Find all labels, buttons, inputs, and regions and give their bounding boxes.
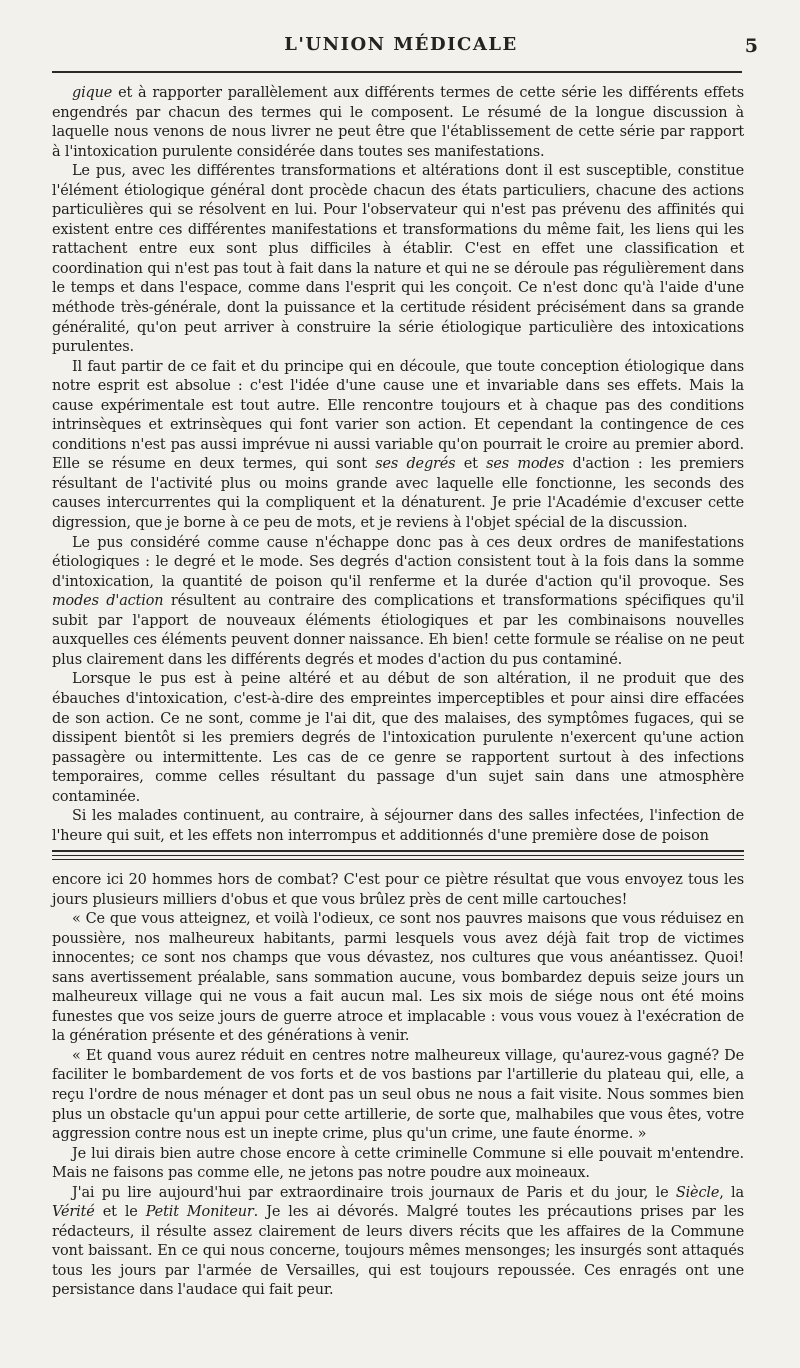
feuilleton-paragraph xyxy=(52,871,744,910)
italic-text: ses degrés xyxy=(375,456,456,473)
paragraph-text: « Ce que vous atteignez, et voilà l'odieux, ce sont nos pauvres maisons que vous réduisez en poussière, nos malheureux habitants, parmi lesquels vous avez déjà fait trop de victimes innocentes; ce sont nos champs que vous dévastez, nos cultures que vous anéantissez. Quoi! sans avertissement préalable, sans sommation aucune, vous bombardez depuis seize jours un malheureux village qui ne vous a fait aucun mal. Les six mois de siége nous ont été moins funestes que vos seize jours de guerre atroce et implacable : vous vous vouez à l'exécration de la génération présente et des générations à venir. xyxy=(52,911,744,1045)
paragraph-text: et à rapporter parallèlement aux différents termes de cette série les différents effets engendrés par chacun des termes qui le composent. Le résumé de la longue discussion à laquelle nous venons de nous livrer ne peut être que l'établissement de cette série par rapport à l'intoxication purulente considérée dans toutes ses manifestations. xyxy=(52,85,744,160)
italic-text: modes d'action xyxy=(52,593,164,610)
page-number: 5 xyxy=(744,35,758,57)
paragraph-text: « Et quand vous aurez réduit en centres notre malheureux village, qu'aurez-vous gagné? De faciliter le bombardement de vos forts et de vos bastions par l'artillerie du plateau qui, elle, a reçu l'ordre de nous ménager et dont pas un seul obus ne nous a fait visite. Nous sommes bien plus un obstacle qu'un appui pour cette artillerie, de sorte que, malhabiles que vous êtes, votre aggression contre nous est un inepte crime, plus qu'un crime, une faute énorme. » xyxy=(52,1047,744,1143)
feuilleton-paragraph xyxy=(52,1184,744,1301)
feuilleton-paragraph xyxy=(52,1047,744,1145)
paragraph-text: Le pus, avec les différentes transformations et altérations dont il est susceptible, constitue l'élément étiologique général dont procède chacun des états particuliers, chacune des actions particulières qui se résolvent en lui. Pour l'observateur qui n'est pas prévenu des affinités qui existent entre ces différentes manifestations et transformations du même fait, les liens qui les rattachent entre eux sont plus difficiles à établir. C'est en effet une classification et coordination qui n'est pas tout à fait dans la nature et qui ne se déroule pas régulièrement dans le temps et dans l'espace, comme dans l'esprit qui les conçoit. Ce n'est donc qu'à l'aide d'une méthode très-générale, dont la puissance et la certitude résident précisément dans sa grande généralité, qu'on peut arriver à construire la série étiologique particulière des intoxications purulentes. xyxy=(52,163,744,356)
article-paragraph xyxy=(52,670,744,807)
feuilleton-paragraph xyxy=(52,910,744,1047)
page-header xyxy=(56,34,758,64)
journal-title: L'UNION MÉDICALE xyxy=(284,34,518,55)
paragraph-text: Lorsque le pus est à peine altéré et au début de son altération, il ne produit que des ébauches d'intoxication, c'est-à-dire des empreintes imperceptibles et pour ainsi dire effacées de son action. Ce ne sont, comme je l'ai dit, que des malaises, des symptômes fugaces, qui se dissipent bientôt si les premiers degrés de l'intoxication purulente n'exercent qu'une action passagère ou intermittente. Les cas de ce genre se rapportent surtout à des infections temporaires, comme celles résultant du passage d'un sujet sain dans une atmosphère contaminée. xyxy=(52,671,744,805)
italic-text: Siècle xyxy=(675,1184,720,1201)
feuilleton-divider-thin xyxy=(52,855,744,856)
article-paragraph xyxy=(52,162,744,357)
feuilleton-divider-thick xyxy=(52,850,744,852)
paragraph-text: J'ai pu lire aujourd'hui par extraordinaire trois journaux de Paris et du jour, le xyxy=(72,1184,676,1201)
italic-text: Vérité xyxy=(52,1204,95,1221)
feuilleton-divider-thin-2 xyxy=(52,859,744,860)
feuilleton-body xyxy=(52,871,744,1301)
italic-text: ses modes xyxy=(486,456,565,473)
paragraph-text: encore ici 20 hommes hors de combat? C'est pour ce piètre résultat que vous envoyez tous les jours plusieurs milliers d'obus et que vous brûlez près de cent mille cartouches! xyxy=(52,872,744,908)
article-paragraph xyxy=(52,84,744,162)
article-paragraph xyxy=(52,358,744,534)
paragraph-text: Je lui dirais bien autre chose encore à cette criminelle Commune si elle pouvait m'entendre. Mais ne faisons pas comme elle, ne jetons pas notre poudre aux moineaux. xyxy=(52,1145,744,1182)
paragraph-text: résultent au contraire des complications et transformations spécifiques qu'il subit par l'apport de nouveaux éléments étiologiques et par les combinaisons nouvelles auxquelles ces éléments peuvent donner naissance. Eh bien! cette formule se réalise on ne peut plus clairement dans les différents degrés et modes d'action du pus contaminé. xyxy=(52,593,744,668)
feuilleton-paragraph xyxy=(52,1145,744,1184)
italic-text: Petit Moniteur xyxy=(145,1204,254,1221)
article-paragraph xyxy=(52,807,744,846)
paragraph-text: et le xyxy=(94,1204,146,1221)
paragraph-text: , la xyxy=(719,1184,744,1201)
paragraph-text: d'action : les premiers résultant de l'activité plus ou moins grande avec laquelle elle fonctionne, les seconds des causes intercurrentes qui la compliquent et la dénaturent. Je prie l'Académie d'excuser cette digression, que je borne à ce peu de mots, et je reviens à l'objet spécial de la discussion. xyxy=(52,456,745,532)
paragraph-text: Si les malades continuent, au contraire, à séjourner dans des salles infectées, l'infection de l'heure qui suit, et les effets non interrompus et additionnés d'une première dose de poison xyxy=(52,808,744,844)
paragraph-text: et xyxy=(455,456,487,473)
paragraph-text: . Je les ai dévorés. Malgré toutes les précautions prises par les rédacteurs, il résulte assez clairement de leurs divers récits que les affaires de la Commune vont baissant. En ce qui nous concerne, toujours mêmes mensonges; les insurgés sont attaqués tous les jours par l'armée de Versailles, qui est toujours repoussée. Ces enragés ont une persistance dans l'audace qui fait peur. xyxy=(52,1204,744,1299)
paragraph-text: Le pus considéré comme cause n'échappe donc pas à ces deux ordres de manifestations étiologiques : le degré et le mode. Ses degrés d'action consistent tout à la fois dans la somme d'intoxication, la quantité de poison qu'il renferme et la durée d'action qu'il provoque. Ses xyxy=(52,534,744,590)
header-rule xyxy=(52,71,742,73)
paragraph-text: Il faut partir de ce fait et du principe qui en découle, que toute conception étiologique dans notre esprit est absolue : c'est l'idée d'une cause une et invariable dans ses effets. Mais la cause expérimentale est tout autre. Elle rencontre toujours et à chaque pas des conditions intrinsèques et extrinsèques qui font varier son action. Et cependant la contingence de ces conditions n'est pas aussi imprévue ni aussi variable qu'on pourrait le croire au premier abord. Elle se résume en deux termes, qui sont xyxy=(52,358,744,473)
article-paragraph xyxy=(52,534,744,671)
italic-text: gique xyxy=(72,85,113,101)
article-body xyxy=(52,84,744,846)
